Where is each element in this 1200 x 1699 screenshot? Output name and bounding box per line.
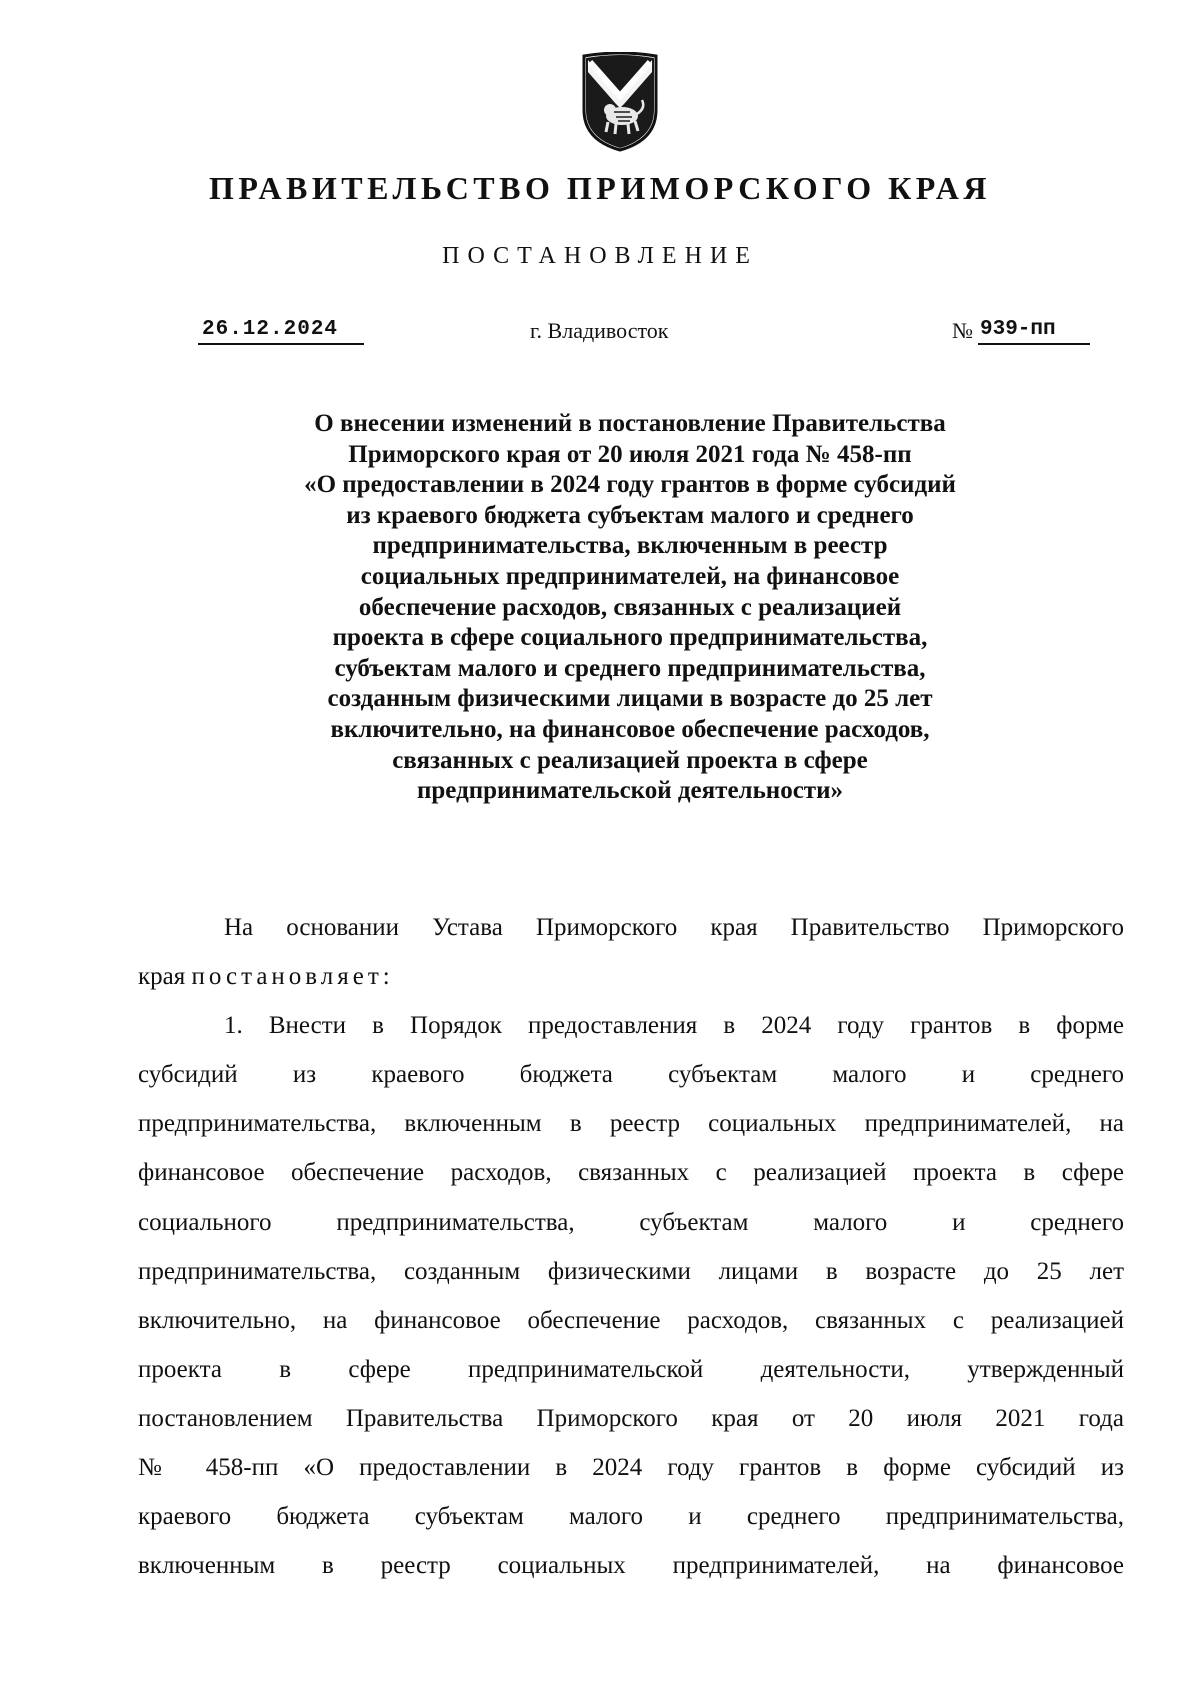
heading-line: О внесении изменений в постановление Правительства	[314, 410, 946, 437]
heading-line: связанных с реализацией проекта в сфере	[392, 746, 868, 774]
item1-line: включительно, на финансовое обеспечение расходов, связанных с реализацией	[138, 1306, 1124, 1334]
heading-line: субъектам малого и среднего предпринимательства,	[334, 654, 926, 682]
document-date: 26.12.2024	[202, 318, 339, 341]
government-title: ПРАВИТЕЛЬСТВО ПРИМОРСКОГО КРАЯ	[209, 170, 991, 206]
document-body	[138, 903, 1124, 1590]
heading-line: созданным физическими лицами в возрасте до 25 лет	[327, 685, 933, 713]
item1-line: предпринимательства, включенным в реестр социальных предпринимателей, на	[138, 1110, 1124, 1138]
heading-line: «О предоставлении в 2024 году грантов в форме субсидий	[304, 471, 956, 499]
item1-line: № 458-пп «О предоставлении в 2024 году грантов в форме субсидий из	[138, 1454, 1124, 1482]
heading-line: Приморского края от 20 июля 2021 года № 458-пп	[348, 440, 912, 468]
heading-line: предпринимательства, включенным в реестр	[372, 532, 888, 560]
heading-line: социальных предпринимателей, на финансовое	[360, 562, 900, 590]
heading-line: проекта в сфере социального предпринимательства,	[332, 624, 928, 652]
date-underline	[198, 343, 364, 345]
item1-line: проекта в сфере предпринимательской деятельности, утвержденный	[138, 1355, 1124, 1383]
item1-line: финансовое обеспечение расходов, связанных с реализацией проекта в сфере	[138, 1159, 1124, 1187]
heading-line: обеспечение расходов, связанных с реализацией	[358, 593, 902, 621]
preamble-prefix: края	[138, 963, 186, 991]
heading-line: предпринимательской деятельности»	[417, 777, 843, 805]
document-type: ПОСТАНОВЛЕНИЕ	[442, 243, 758, 269]
document-heading	[200, 409, 1060, 807]
preamble-line: На основании Устава Приморского края Правительство Приморского	[224, 914, 1124, 941]
item1-line: предпринимательства, созданным физическими лицами в возрасте до 25 лет	[138, 1257, 1124, 1285]
item1-line: 1. Внести в Порядок предоставления в 2024 году грантов в форме	[224, 1012, 1124, 1040]
number-underline	[978, 343, 1090, 345]
item1-line: субсидий из краевого бюджета субъектам малого и среднего	[138, 1061, 1124, 1089]
item1-line: постановлением Правительства Приморского края от 20 июля 2021 года	[138, 1404, 1124, 1432]
preamble-resolves: постановляет:	[191, 963, 394, 991]
heading-line: из краевого бюджета субъектам малого и среднего	[346, 501, 914, 529]
item1-line: социального предпринимательства, субъектам малого и среднего	[138, 1208, 1124, 1236]
document-city: г. Владивосток	[530, 318, 669, 343]
item1-line: краевого бюджета субъектам малого и среднего предпринимательства,	[138, 1503, 1124, 1531]
number-sign: №	[952, 318, 973, 343]
item1-line: включенным в реестр социальных предпринимателей, на финансовое	[138, 1552, 1124, 1580]
coat-of-arms-icon	[580, 52, 660, 152]
heading-line: включительно, на финансовое обеспечение расходов,	[330, 715, 930, 743]
document-number: 939-пп	[980, 318, 1056, 341]
preamble-line	[138, 952, 1124, 1001]
